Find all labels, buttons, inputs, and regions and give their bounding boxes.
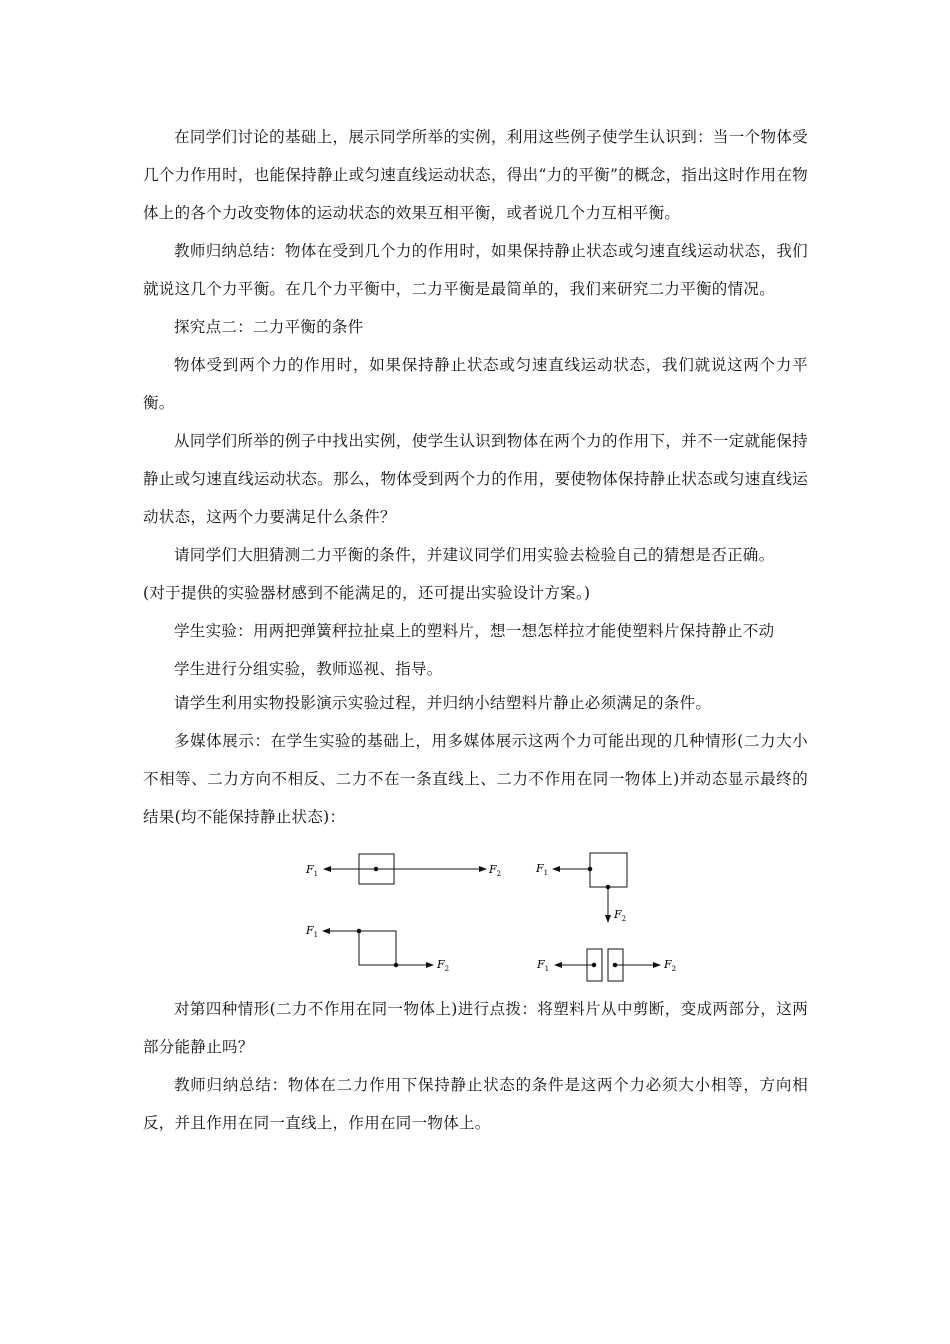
force-label-f1: F <box>537 958 545 971</box>
force-diagrams-svg <box>143 840 808 990</box>
svg-text:F1: $F_1$ <box>306 924 319 939</box>
paragraph: 请学生利用实物投影演示实验过程，并归纳小结塑料片静止必须满足的条件。 <box>174 694 712 712</box>
section-heading: 探究点二：二力平衡的条件 <box>174 318 364 336</box>
paragraph: 教师归纳总结：物体在受到几个力的作用时，如果保持静止状态或匀速直线运动状态，我们就说这几个力平衡。在几个力平衡中，二力平衡是最简单的，我们来研究二力平衡的情况。 <box>143 242 808 298</box>
paragraph: 请同学们大胆猜测二力平衡的条件，并建议同学们用实验去检验自己的猜想是否正确。 <box>174 546 775 564</box>
force-label-f1: F <box>306 863 314 876</box>
force-label-f2: F <box>489 863 497 876</box>
diagram-not-opposite <box>535 853 627 923</box>
svg-text:F2: $F_2$ <box>664 958 677 973</box>
paragraph: 从同学们所举的例子中找出实例，使学生认识到物体在两个力的作用下，并不一定就能保持静止或匀速直线运动状态。那么，物体受到两个力的作用，要使物体保持静止状态或匀速直线运动状态，这两个力要满足什么条件？ <box>143 432 808 526</box>
force-label-f1: F <box>306 924 314 937</box>
paragraph: 学生进行分组实验，教师巡视、指导。 <box>174 660 443 678</box>
paragraph: 对第四种情形(二力不作用在同一物体上)进行点拨：将塑料片从中剪断，变成两部分，这两部分能静止吗？ <box>143 1000 808 1056</box>
svg-text:F2: $F_2$ <box>437 958 450 973</box>
paragraph: 教师归纳总结：物体在二力作用下保持静止状态的条件是这两个力必须大小相等，方向相反，并且作用在同一直线上，作用在同一物体上。 <box>143 1076 808 1132</box>
svg-text:F1: $F_1$ <box>537 958 550 973</box>
svg-text:F2: $F_2$ <box>489 863 502 878</box>
force-diagrams-figure <box>143 840 808 990</box>
force-label-f1: F <box>536 862 544 875</box>
force-label-f2: F <box>437 958 445 971</box>
paragraph: 物体受到两个力的作用时，如果保持静止状态或匀速直线运动状态，我们就说这两个力平衡。 <box>143 356 808 412</box>
paragraph: (对于提供的实验器材感到不能满足的，还可提出实验设计方案。) <box>143 584 591 602</box>
document-body <box>143 118 808 1142</box>
force-label-f2: F <box>664 958 672 971</box>
paragraph: 在同学们讨论的基础上，展示同学所举的实例，利用这些例子使学生认识到：当一个物体受几个力作用时，也能保持静止或匀速直线运动状态，得出“力的平衡”的概念，指出这时作用在物体上的各个力改变物体的运动状态的效果互相平衡，或者说几个力互相平衡。 <box>143 128 808 222</box>
diagram-unequal-forces <box>305 854 501 884</box>
diagram-not-collinear <box>305 924 449 973</box>
svg-text:F2: $F_2$ <box>614 908 627 923</box>
paragraph: 多媒体展示：在学生实验的基础上，用多媒体展示这两个力可能出现的几种情形(二力大小不相等、二力方向不相反、二力不在一条直线上、二力不作用在同一物体上)并动态显示最终的结果(均不能保持静止状态)： <box>143 732 808 826</box>
diagram-different-objects <box>536 949 676 981</box>
paragraph: 学生实验：用两把弹簧秤拉扯桌上的塑料片，想一想怎样拉才能使塑料片保持静止不动 <box>174 622 775 640</box>
svg-text:F1: $F_1$ <box>536 862 549 877</box>
force-label-f2: F <box>614 908 622 921</box>
svg-text:F1: $F_1$ <box>306 863 319 878</box>
